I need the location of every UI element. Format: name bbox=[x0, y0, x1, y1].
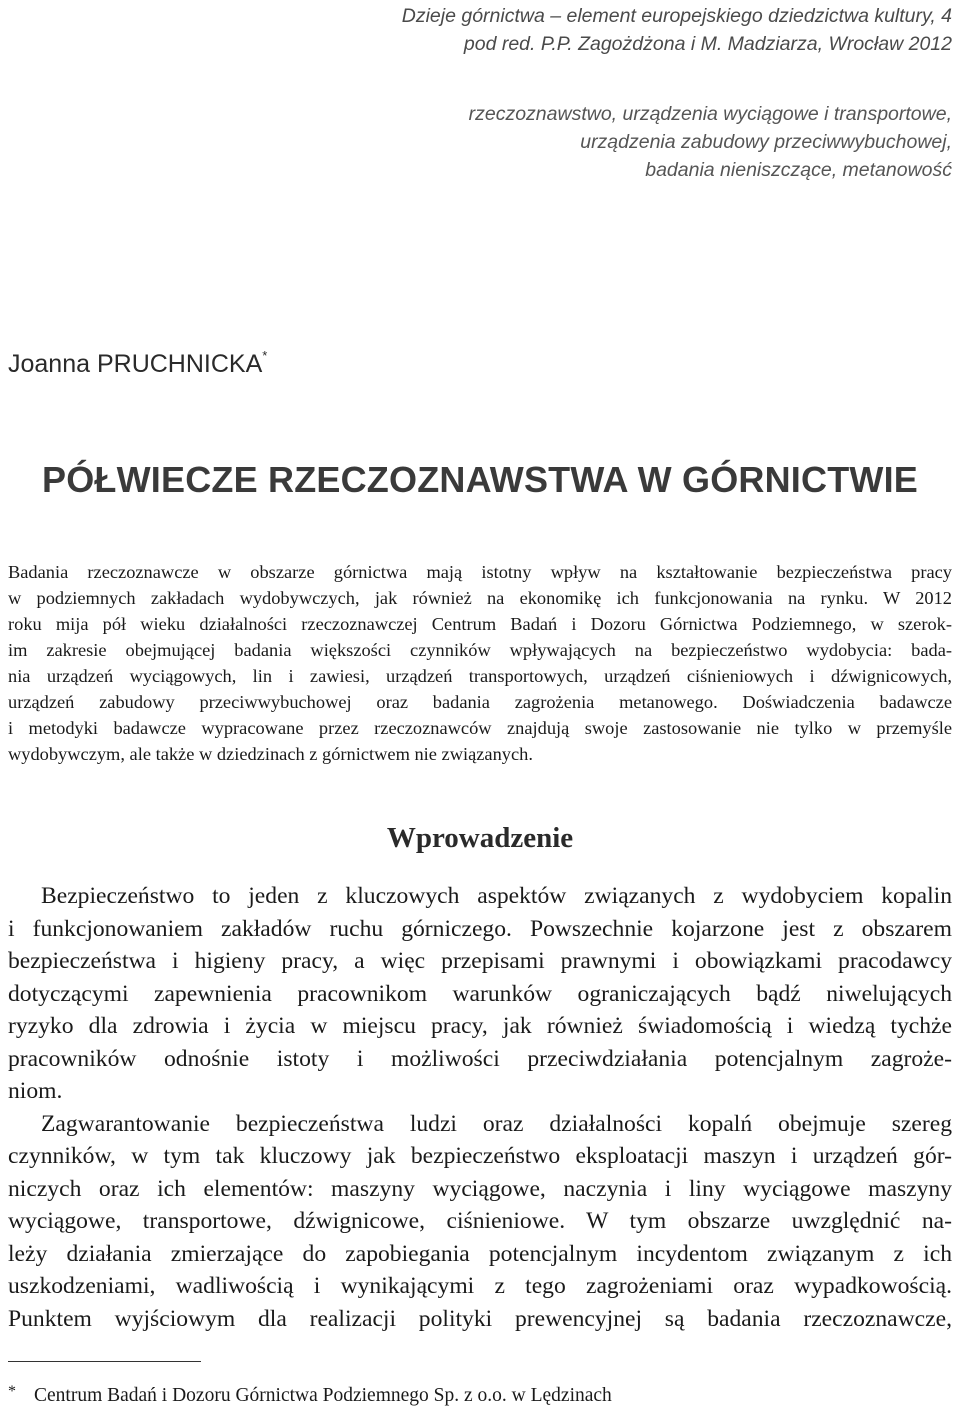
body-line: dotyczącymi zapewnienia pracownikom warunków ograniczających bądź niwelujących bbox=[8, 980, 952, 1007]
body-line: leży działania zmierzające do zapobiegania potencjalnym incydentom związanym z ich bbox=[8, 1240, 952, 1267]
abstract-line: w podziemnych zakładach wydobywczych, jak również na ekonomikę ich funkcjonowania na rynku. W 2012 bbox=[8, 588, 952, 608]
abstract bbox=[8, 559, 952, 767]
abstract-line: roku mija pół wieku działalności rzeczoznawczej Centrum Badań i Dozoru Górnictwa Podziemnego, w szerok- bbox=[8, 614, 952, 634]
body-line: niczych oraz ich elementów: maszyny wyciągowe, naczynia i liny wyciągowe maszyny bbox=[8, 1175, 952, 1202]
footnote-divider bbox=[8, 1361, 201, 1362]
body-line: pracowników odnośnie istoty i możliwości przeciwdziałania potencjalnym zagroże- bbox=[8, 1045, 952, 1072]
keywords bbox=[392, 100, 952, 184]
body-line: uszkodzeniami, wadliwością i wynikającymi z tego zagrożeniami oraz wypadkowością. bbox=[8, 1273, 952, 1299]
body-line: ryzyko dla zdrowia i życia w miejscu pracy, jak również świadomością i wiedzą tychże bbox=[8, 1013, 952, 1039]
abstract-line: urządzeń zabudowy przeciwwybuchowej oraz badania zagrożenia metanowego. Doświadczenia badawcze bbox=[8, 692, 952, 712]
section-title: Wprowadzenie bbox=[386, 822, 574, 854]
body-line: bezpieczeństwa i higieny pracy, a więc przepisami prawnymi i obowiązkami pracodawcy bbox=[8, 948, 952, 974]
author bbox=[8, 340, 267, 380]
abstract-line: i metodyki badawcze wypracowane przez rzeczoznawców znajdują swoje zastosowanie nie tylko w przemyśle bbox=[8, 718, 952, 738]
keyword-line: rzeczoznawstwo, urządzenia wyciągowe i transportowe, bbox=[468, 103, 952, 125]
section-body bbox=[8, 880, 952, 1335]
keyword-line: urządzenia zabudowy przeciwwybuchowej, bbox=[580, 131, 952, 153]
author-footnote-mark: * bbox=[262, 348, 268, 363]
body-line: Bezpieczeństwo to jeden z kluczowych aspektów związanych z wydobyciem kopalin bbox=[41, 883, 952, 909]
body-line: i funkcjonowaniem zakładów ruchu górniczego. Powszechnie kojarzone jest z obszarem bbox=[8, 915, 952, 942]
body-line: Zagwarantowanie bezpieczeństwa ludzi oraz działalności kopalń obejmuje szereg bbox=[41, 1110, 952, 1137]
abstract-line: nia urządzeń wyciągowych, lin i zawiesi, urządzeń transportowych, urządzeń ciśnieniowych i dźwignicowych, bbox=[8, 666, 952, 686]
keyword-line: badania nieniszczące, metanowość bbox=[645, 159, 952, 181]
abstract-line: im zakresie obejmującej badania większości czynników wpływających na bezpieczeństwo wydobycia: bada- bbox=[8, 640, 952, 660]
body-line: Punktem wyjściowym dla realizacji polityki prewencyjnej są badania rzeczoznawcze, bbox=[8, 1305, 952, 1332]
citation-header bbox=[332, 2, 952, 58]
citation-line: Dzieje górnictwa – element europejskiego dziedzictwa kultury, 4 bbox=[401, 5, 952, 27]
footnote-mark: * bbox=[8, 1383, 16, 1400]
body-line: wyciągowe, transportowe, dźwignicowe, ciśnieniowe. W tym obszarze uwzględnić na- bbox=[8, 1208, 952, 1234]
author-name: Joanna PRUCHNICKA bbox=[8, 350, 263, 378]
body-line: niom. bbox=[8, 1078, 63, 1104]
paper-title: PÓŁWIECZE RZECZOZNAWSTWA W GÓRNICTWIE bbox=[42, 459, 918, 500]
citation-line: pod red. P.P. Zagożdżona i M. Madziarza, Wrocław 2012 bbox=[463, 33, 952, 55]
abstract-line: Badania rzeczoznawcze w obszarze górnictwa mają istotny wpływ na kształtowanie bezpieczeństwa pracy bbox=[8, 562, 952, 582]
abstract-line: wydobywczym, ale także w dziedzinach z górnictwem nie związanych. bbox=[8, 744, 533, 764]
footnote-text: Centrum Badań i Dozoru Górnictwa Podziemnego Sp. z o.o. w Lędzinach bbox=[34, 1385, 612, 1406]
body-line: czynników, w tym tak kluczowy jak bezpieczeństwo eksploatacji maszyn i urządzeń gór- bbox=[8, 1143, 952, 1169]
footnote bbox=[8, 1378, 908, 1410]
